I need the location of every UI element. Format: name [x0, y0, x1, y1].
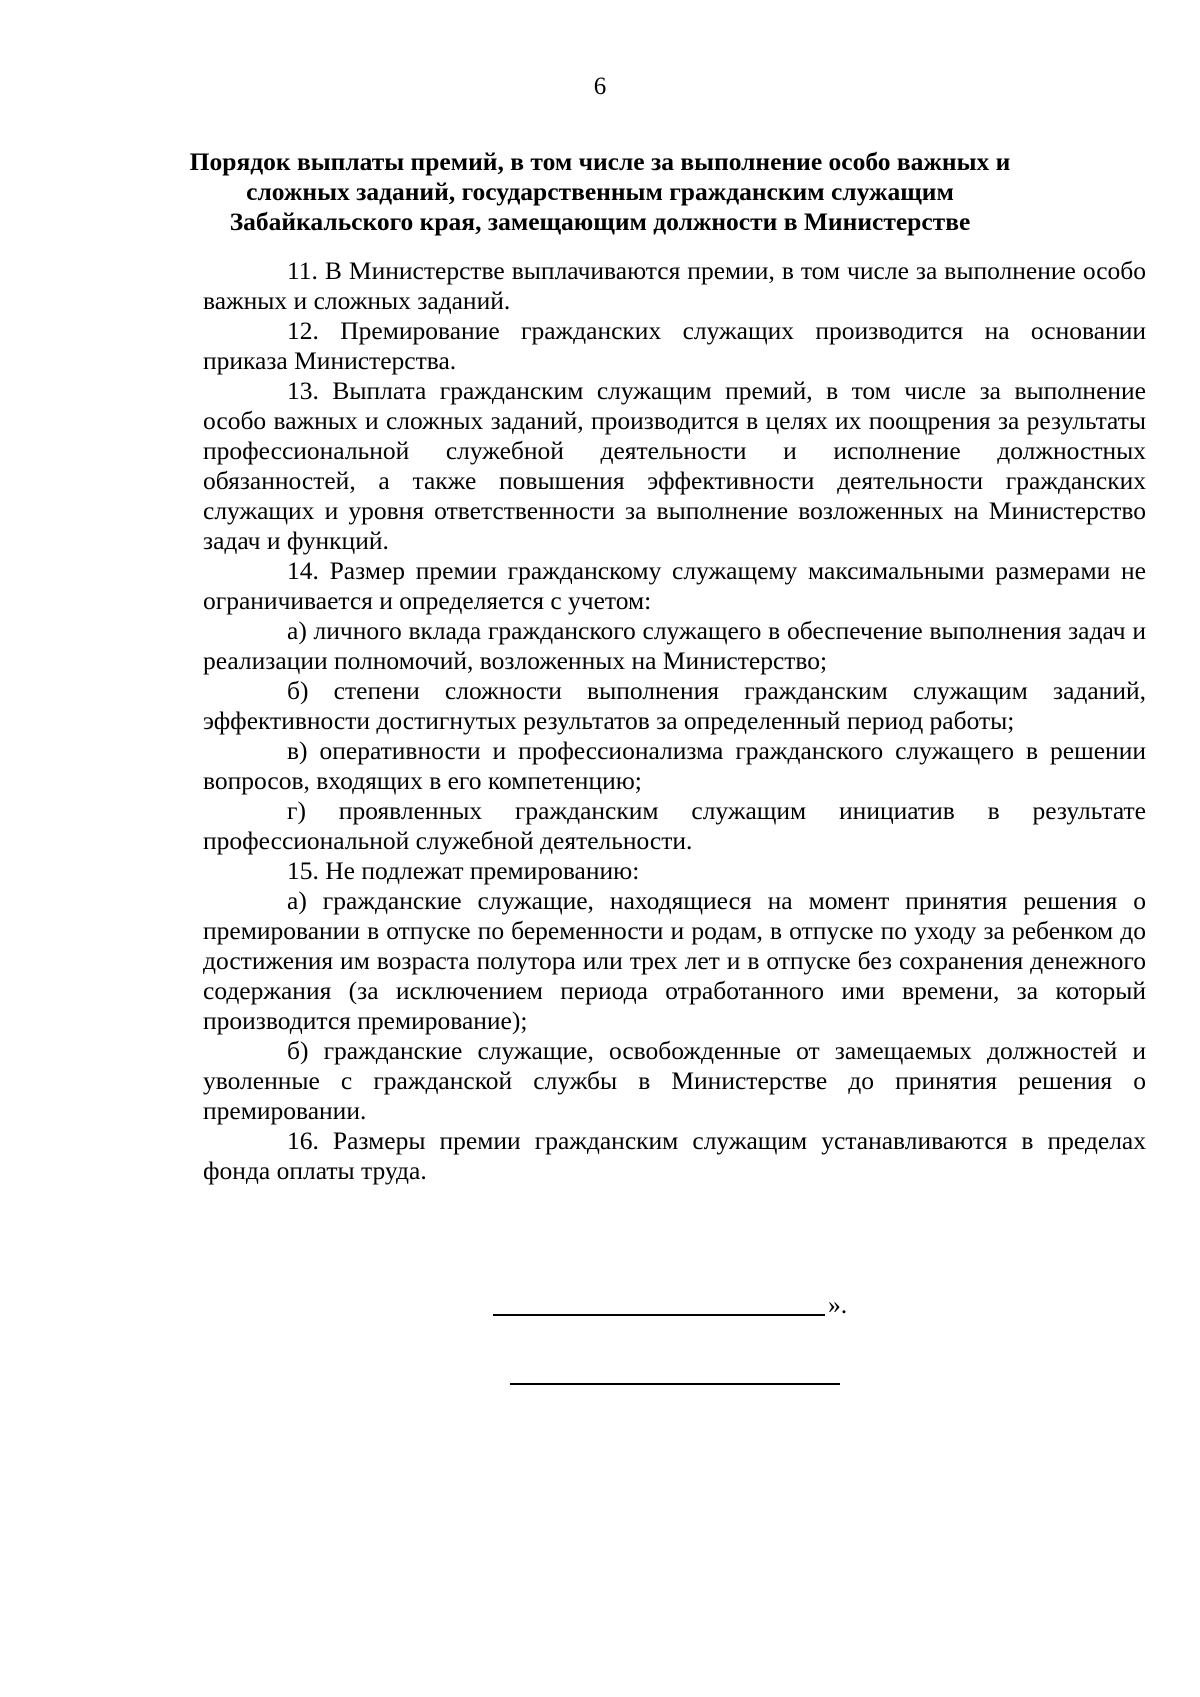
paragraph-15-b: б) гражданские служащие, освобожденные от замещаемых должностей и уволенные с гражданской службы в Министерстве до принятия решения о премировании.: [203, 1036, 1146, 1125]
title-line-3: Забайкальского края, замещающим должности в Министерстве: [229, 207, 971, 236]
title-line-1: Порядок выплаты премий, в том числе за выполнение особо важных и: [189, 147, 1011, 176]
title-line-2: сложных заданий, государственным гражданским служащим: [246, 177, 954, 206]
separator-line: [510, 1383, 840, 1385]
paragraph-14: 14. Размер премии гражданскому служащему максимальными размерами не ограничивается и определяется с учетом:: [203, 556, 1146, 615]
paragraph-15: 15. Не подлежат премированию:: [287, 856, 640, 885]
paragraph-14-b: б) степени сложности выполнения гражданским служащим заданий, эффективности достигнутых результатов за определенный период работы;: [203, 676, 1146, 735]
paragraph-11: 11. В Министерстве выплачиваются премии, в том числе за выполнение особо важных и сложных заданий.: [203, 256, 1146, 315]
document-body: [203, 256, 1146, 1186]
end-underline: [493, 1314, 825, 1316]
paragraph-15-a: а) гражданские служащие, находящиеся на момент принятия решения о премировании в отпуске по беременности и родам, в отпуске по уходу за ребенком до достижения им возраста полутора или трех лет и в отпуске без сохранения денежного содержания (за исключением периода отработанного ими времени, за который производится премирование);: [203, 886, 1146, 1035]
paragraph-16: 16. Размеры премии гражданским служащим устанавливаются в пределах фонда оплаты труда.: [203, 1126, 1146, 1185]
closing-quote: ».: [828, 1290, 848, 1319]
paragraph-12: 12. Премирование гражданских служащих производится на основании приказа Министерства.: [203, 316, 1146, 375]
paragraph-14-g: г) проявленных гражданским служащим инициатив в результате профессиональной служебной деятельности.: [203, 796, 1146, 855]
paragraph-13: 13. Выплата гражданским служащим премий, в том числе за выполнение особо важных и сложных заданий, производится в целях их поощрения за результаты профессиональной служебной деятельности и исполнение должностных обязанностей, а также повышения эффективности деятельности гражданских служащих и уровня ответственности за выполнение возложенных на Министерство задач и функций.: [203, 376, 1146, 555]
paragraph-14-a: а) личного вклада гражданского служащего в обеспечение выполнения задач и реализации полномочий, возложенных на Министерство;: [203, 616, 1146, 675]
section-title: [150, 147, 1050, 237]
paragraph-14-v: в) оперативности и профессионализма гражданского служащего в решении вопросов, входящих в его компетенцию;: [203, 736, 1146, 795]
page-number: 6: [593, 73, 607, 100]
